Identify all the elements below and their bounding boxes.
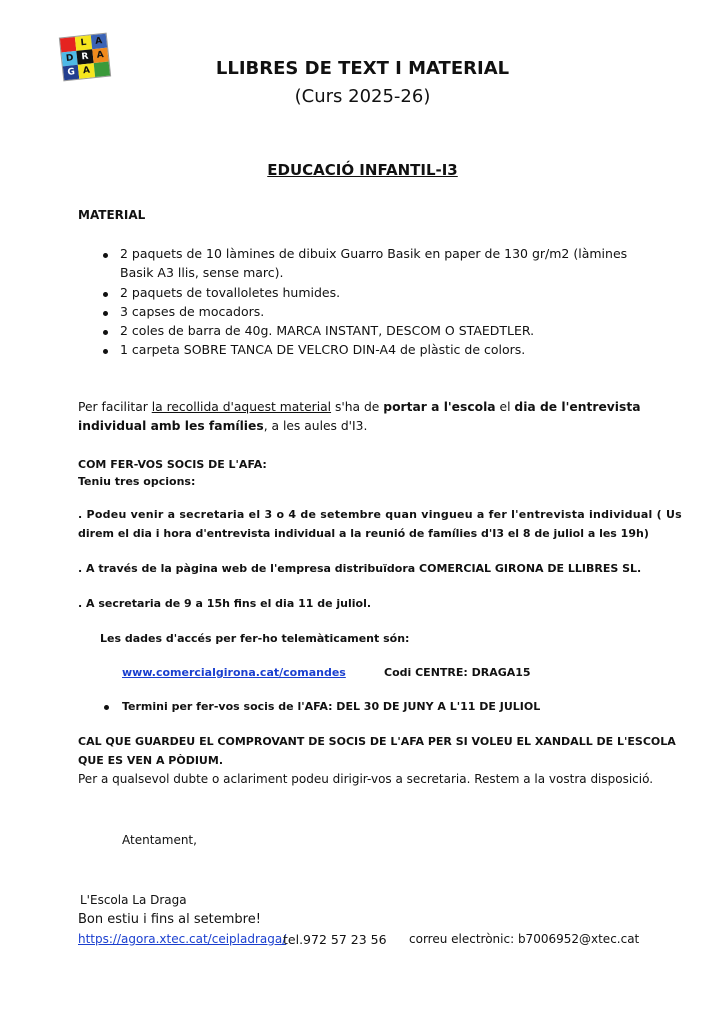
- bullet-icon: [103, 253, 108, 258]
- logo-tile: A: [78, 63, 95, 79]
- logo-tile: L: [75, 35, 92, 51]
- afa-deadline: Termini per fer-vos socis de l'AFA: DEL 30 DE JUNY A L'11 DE JULIOL: [122, 700, 541, 713]
- material-heading: MATERIAL: [78, 208, 146, 222]
- bullet-icon: [104, 705, 109, 710]
- doubts-text: Per a qualsevol dubte o aclariment podeu dirigir-vos a secretaria. Restem a la vostra disposició.: [78, 772, 654, 786]
- afa-option-1: . Podeu venir a secretaria el 3 o 4 de setembre quan vingueu a fer l'entrevista individual ( Us: [78, 508, 682, 521]
- material-item: 2 coles de barra de 40g. MARCA INSTANT, DESCOM O STAEDTLER.: [120, 323, 535, 338]
- pickup-paragraph: Per facilitar la recollida d'aquest material s'ha de portar a l'escola el dia de l'entrevista: [78, 400, 641, 414]
- logo-tile: R: [77, 49, 94, 65]
- bullet-icon: [103, 349, 108, 354]
- logo-tile: A: [90, 34, 107, 50]
- logo-tile: D: [61, 51, 78, 67]
- access-info: Les dades d'accés per fer-ho telemàticament són:: [100, 632, 410, 645]
- pickup-paragraph-cont: individual amb les famílies, a les aules d'I3.: [78, 419, 368, 433]
- centre-code: Codi CENTRE: DRAGA15: [384, 666, 531, 679]
- afa-option-2: . A través de la pàgina web de l'empresa distribuïdora COMERCIAL GIRONA DE LLIBRES SL.: [78, 562, 642, 575]
- afa-option-1-cont: direm el dia i hora d'entrevista individual a la reunió de famílies d'I3 el 8 de juliol a les 19h): [78, 527, 649, 540]
- material-item: 2 paquets de 10 làmines de dibuix Guarro Basik en paper de 130 gr/m2 (làmines: [120, 246, 628, 261]
- section-title: EDUCACIÓ INFANTIL-I3: [267, 161, 458, 179]
- bullet-icon: [103, 292, 108, 297]
- email: correu electrònic: b7006952@xtec.cat: [409, 932, 640, 946]
- keep-receipt: CAL QUE GUARDEU EL COMPROVANT DE SOCIS DE L'AFA PER SI VOLEU EL XANDALL DE L'ESCOLA: [78, 735, 676, 748]
- material-item: 1 carpeta SOBRE TANCA DE VELCRO DIN-A4 de plàstic de colors.: [120, 342, 526, 357]
- afa-options: Teniu tres opcions:: [78, 475, 196, 488]
- regards: Atentament,: [122, 833, 197, 847]
- summer-wish: Bon estiu i fins al setembre!: [78, 912, 261, 927]
- page-subtitle: (Curs 2025-26): [294, 86, 431, 107]
- material-item: 3 capses de mocadors.: [120, 304, 265, 319]
- bullet-icon: [103, 330, 108, 335]
- afa-option-3: . A secretaria de 9 a 15h fins el dia 11 de juliol.: [78, 597, 372, 610]
- material-item: 2 paquets de tovalloletes humides.: [120, 285, 341, 300]
- material-item: Basik A3 llis, sense marc).: [120, 265, 284, 280]
- comandes-link[interactable]: www.comercialgirona.cat/comandes: [122, 666, 346, 679]
- school-website-link[interactable]: https://agora.xtec.cat/ceipladraga/: [78, 932, 287, 946]
- keep-receipt-cont: QUE ES VEN A PÒDIUM.: [78, 754, 223, 767]
- logo-tile: G: [63, 65, 80, 81]
- phone: tel.972 57 23 56: [283, 932, 387, 947]
- logo-tile: A: [92, 48, 109, 64]
- page-title: LLIBRES DE TEXT I MATERIAL: [215, 58, 510, 79]
- afa-heading: COM FER-VOS SOCIS DE L'AFA:: [78, 458, 267, 471]
- bullet-icon: [103, 311, 108, 316]
- school-name: L'Escola La Draga: [80, 893, 187, 907]
